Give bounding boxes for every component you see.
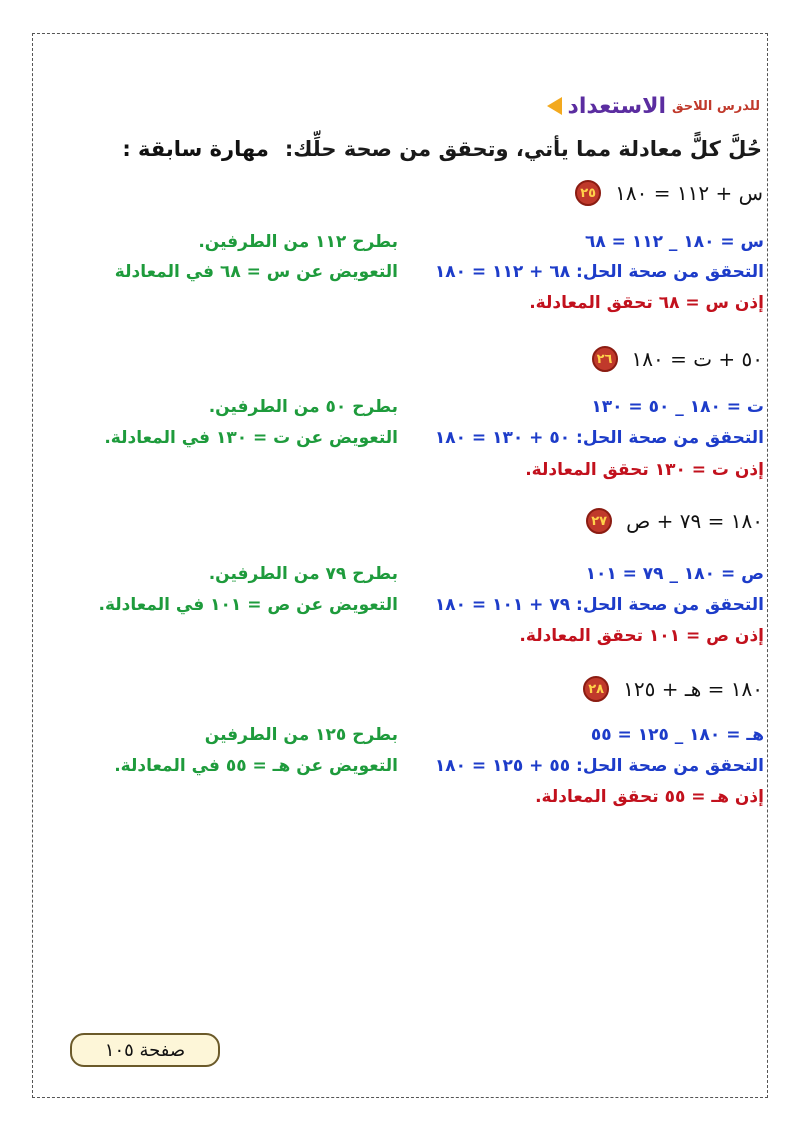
header-title: الاستعداد	[567, 93, 667, 119]
conclusion-line: إذن هـ = ٥٥ تحقق المعادلة.	[535, 787, 764, 807]
solution-line: ص = ١٨٠ _ ٧٩ = ١٠١	[585, 564, 764, 584]
conclusion-line: إذن س = ٦٨ تحقق المعادلة.	[529, 293, 764, 313]
check-line: التحقق من صحة الحل: ٥٠ + ١٣٠ = ١٨٠	[434, 428, 764, 448]
problem-25-header	[575, 180, 763, 206]
instruction-label: مهارة سابقة :	[122, 137, 269, 161]
header-subtitle: للدرس اللاحق	[672, 98, 760, 114]
problem-28-header	[583, 676, 763, 702]
solution-line: س = ١٨٠ _ ١١٢ = ٦٨	[584, 232, 764, 252]
instruction	[122, 137, 762, 161]
step-note: بطرح ١١٢ من الطرفين.	[198, 232, 398, 252]
step-note: بطرح ٥٠ من الطرفين.	[208, 397, 398, 417]
instruction-text: حُلَّ كلًّ معادلة مما يأتي، وتحقق من صحة حلِّك:	[284, 137, 762, 161]
section-header	[547, 92, 760, 120]
problem-number-badge: ٢٨	[583, 676, 609, 702]
problem-26-header	[592, 346, 764, 372]
solution-line: ت = ١٨٠ _ ٥٠ = ١٣٠	[591, 397, 764, 417]
page-number: صفحة ١٠٥	[104, 1039, 186, 1061]
page-number-box	[70, 1033, 220, 1067]
problem-equation: س + ١١٢ = ١٨٠	[615, 181, 763, 205]
solution-line: هـ = ١٨٠ _ ١٢٥ = ٥٥	[590, 725, 764, 745]
conclusion-line: إذن ص = ١٠١ تحقق المعادلة.	[519, 626, 764, 646]
problem-equation: ١٨٠ = هـ + ١٢٥	[623, 677, 763, 701]
problem-number-badge: ٢٦	[592, 346, 618, 372]
step-note: بطرح ١٢٥ من الطرفين	[204, 725, 398, 745]
problem-number-badge: ٢٥	[575, 180, 601, 206]
check-line: التحقق من صحة الحل: ٥٥ + ١٢٥ = ١٨٠	[434, 756, 764, 776]
problem-equation: ١٨٠ = ٧٩ + ص	[626, 509, 763, 533]
check-note: التعويض عن ص = ١٠١ في المعادلة.	[98, 595, 398, 615]
step-note: بطرح ٧٩ من الطرفين.	[208, 564, 398, 584]
problem-equation: ٥٠ + ت = ١٨٠	[631, 347, 763, 371]
check-line: التحقق من صحة الحل: ٦٨ + ١١٢ = ١٨٠	[434, 262, 764, 282]
check-note: التعويض عن هـ = ٥٥ في المعادلة.	[114, 756, 398, 776]
problem-number-badge: ٢٧	[586, 508, 612, 534]
conclusion-line: إذن ت = ١٣٠ تحقق المعادلة.	[525, 460, 764, 480]
triangle-marker-icon	[547, 97, 562, 115]
check-note: التعويض عن ت = ١٣٠ في المعادلة.	[104, 428, 398, 448]
check-note: التعويض عن س = ٦٨ في المعادلة	[114, 262, 398, 282]
check-line: التحقق من صحة الحل: ٧٩ + ١٠١ = ١٨٠	[434, 595, 764, 615]
problem-27-header	[586, 508, 763, 534]
